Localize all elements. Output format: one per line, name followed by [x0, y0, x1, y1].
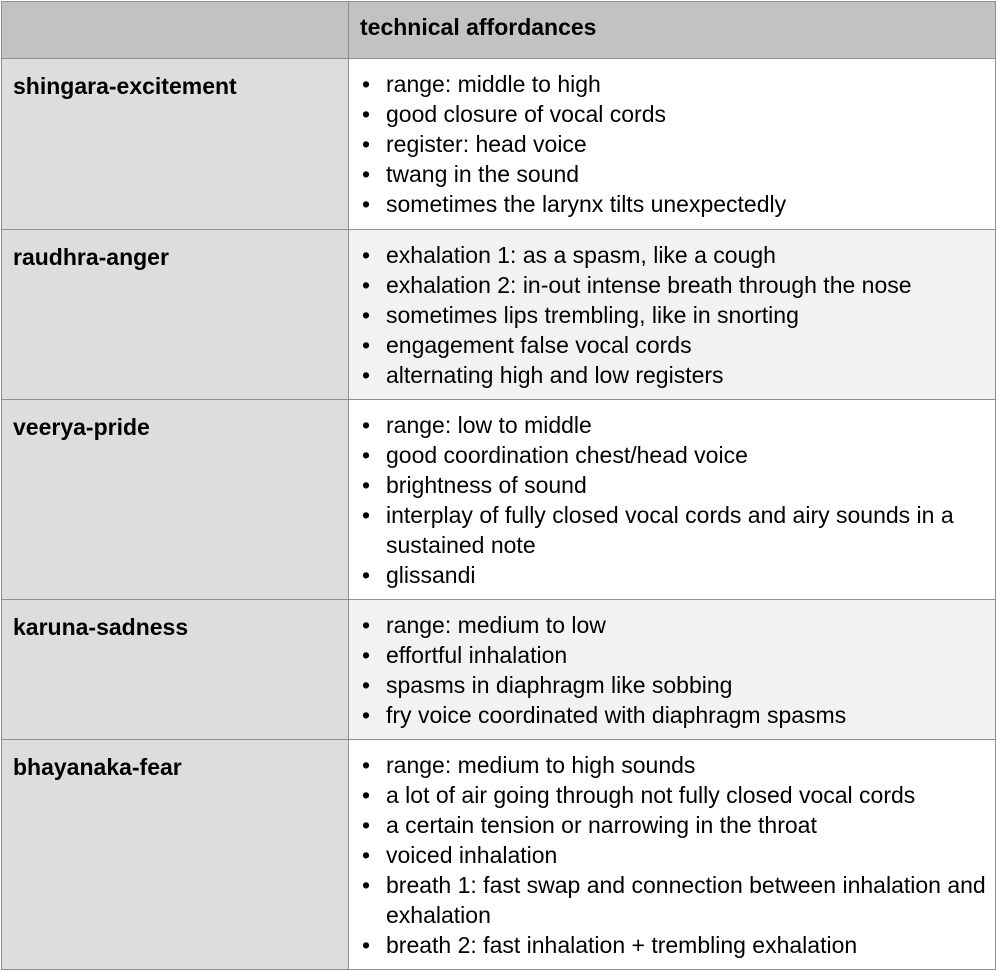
- list-item-text: exhalation 1: as a spasm, like a cough: [386, 242, 776, 268]
- list-item: [360, 560, 989, 590]
- list-item: [360, 640, 989, 670]
- list-item: [360, 129, 989, 159]
- bullet-glyph: •: [362, 752, 371, 778]
- list-item-text: breath 1: fast swap and connection between inhalation and exhalation: [386, 872, 986, 928]
- list-item-text: alternating high and low registers: [386, 362, 724, 388]
- emotion-label: bhayanaka-fear: [2, 740, 349, 969]
- bullet-glyph: •: [362, 442, 371, 468]
- list-item: [360, 189, 989, 219]
- list-item-text: sometimes lips trembling, like in snorting: [386, 302, 799, 328]
- list-item-text: range: low to middle: [386, 412, 592, 438]
- bullet-glyph: •: [362, 332, 371, 358]
- header-left-cell: [2, 2, 349, 58]
- affordances-cell: [349, 400, 995, 599]
- affordances-cell: [349, 59, 995, 229]
- list-item-text: register: head voice: [386, 131, 587, 157]
- list-item-text: effortful inhalation: [386, 642, 568, 668]
- affordances-list: [360, 69, 989, 219]
- affordances-list: [360, 410, 989, 590]
- list-item: [360, 840, 989, 870]
- list-item: [360, 780, 989, 810]
- bullet-glyph: •: [362, 642, 371, 668]
- table-row: [2, 229, 995, 399]
- bullet-glyph: •: [362, 932, 371, 958]
- bullet-glyph: •: [362, 101, 371, 127]
- affordances-list: [360, 610, 989, 730]
- emotion-label: shingara-excitement: [2, 59, 349, 229]
- list-item-text: glissandi: [386, 562, 476, 588]
- bullet-glyph: •: [362, 412, 371, 438]
- list-item: [360, 700, 989, 730]
- list-item: [360, 750, 989, 780]
- list-item-text: range: medium to low: [386, 612, 606, 638]
- list-item: [360, 410, 989, 440]
- bullet-glyph: •: [362, 191, 371, 217]
- bullet-glyph: •: [362, 362, 371, 388]
- affordances-cell: [349, 740, 995, 969]
- list-item: [360, 930, 989, 960]
- table-row: [2, 599, 995, 739]
- bullet-glyph: •: [362, 242, 371, 268]
- table-row: [2, 739, 995, 969]
- bullet-glyph: •: [362, 842, 371, 868]
- bullet-glyph: •: [362, 472, 371, 498]
- emotion-label: raudhra-anger: [2, 230, 349, 399]
- list-item-text: good closure of vocal cords: [386, 101, 666, 127]
- emotion-label: karuna-sadness: [2, 600, 349, 739]
- list-item-text: twang in the sound: [386, 161, 580, 187]
- list-item: [360, 69, 989, 99]
- affordances-table: [1, 1, 996, 970]
- list-item-text: range: middle to high: [386, 71, 601, 97]
- list-item: [360, 159, 989, 189]
- list-item: [360, 440, 989, 470]
- bullet-glyph: •: [362, 672, 371, 698]
- list-item: [360, 870, 989, 930]
- list-item: [360, 500, 989, 560]
- list-item-text: breath 2: fast inhalation + trembling exhalation: [386, 932, 858, 958]
- list-item: [360, 610, 989, 640]
- emotion-label: veerya-pride: [2, 400, 349, 599]
- list-item-text: a lot of air going through not fully closed vocal cords: [386, 782, 916, 808]
- list-item: [360, 810, 989, 840]
- bullet-glyph: •: [362, 502, 371, 528]
- table-row: [2, 58, 995, 229]
- bullet-glyph: •: [362, 161, 371, 187]
- bullet-glyph: •: [362, 131, 371, 157]
- bullet-glyph: •: [362, 272, 371, 298]
- bullet-glyph: •: [362, 812, 371, 838]
- bullet-glyph: •: [362, 702, 371, 728]
- list-item-text: exhalation 2: in-out intense breath through the nose: [386, 272, 912, 298]
- bullet-glyph: •: [362, 872, 371, 898]
- list-item: [360, 99, 989, 129]
- list-item-text: good coordination chest/head voice: [386, 442, 748, 468]
- list-item-text: interplay of fully closed vocal cords and airy sounds in a sustained note: [386, 502, 954, 558]
- list-item: [360, 470, 989, 500]
- list-item: [360, 300, 989, 330]
- list-item-text: spasms in diaphragm like sobbing: [386, 672, 733, 698]
- header-technical-affordances: technical affordances: [349, 2, 995, 58]
- list-item-text: brightness of sound: [386, 472, 587, 498]
- bullet-glyph: •: [362, 782, 371, 808]
- list-item: [360, 270, 989, 300]
- bullet-glyph: •: [362, 71, 371, 97]
- list-item-text: engagement false vocal cords: [386, 332, 692, 358]
- bullet-glyph: •: [362, 562, 371, 588]
- table-row: [2, 399, 995, 599]
- list-item-text: sometimes the larynx tilts unexpectedly: [386, 191, 787, 217]
- list-item-text: range: medium to high sounds: [386, 752, 696, 778]
- list-item: [360, 670, 989, 700]
- list-item-text: fry voice coordinated with diaphragm spasms: [386, 702, 847, 728]
- table-header-row: [2, 2, 995, 58]
- list-item: [360, 360, 989, 390]
- affordances-list: [360, 240, 989, 390]
- bullet-glyph: •: [362, 612, 371, 638]
- list-item-text: voiced inhalation: [386, 842, 558, 868]
- list-item-text: a certain tension or narrowing in the throat: [386, 812, 817, 838]
- affordances-cell: [349, 230, 995, 399]
- list-item: [360, 240, 989, 270]
- bullet-glyph: •: [362, 302, 371, 328]
- affordances-cell: [349, 600, 995, 739]
- list-item: [360, 330, 989, 360]
- affordances-list: [360, 750, 989, 960]
